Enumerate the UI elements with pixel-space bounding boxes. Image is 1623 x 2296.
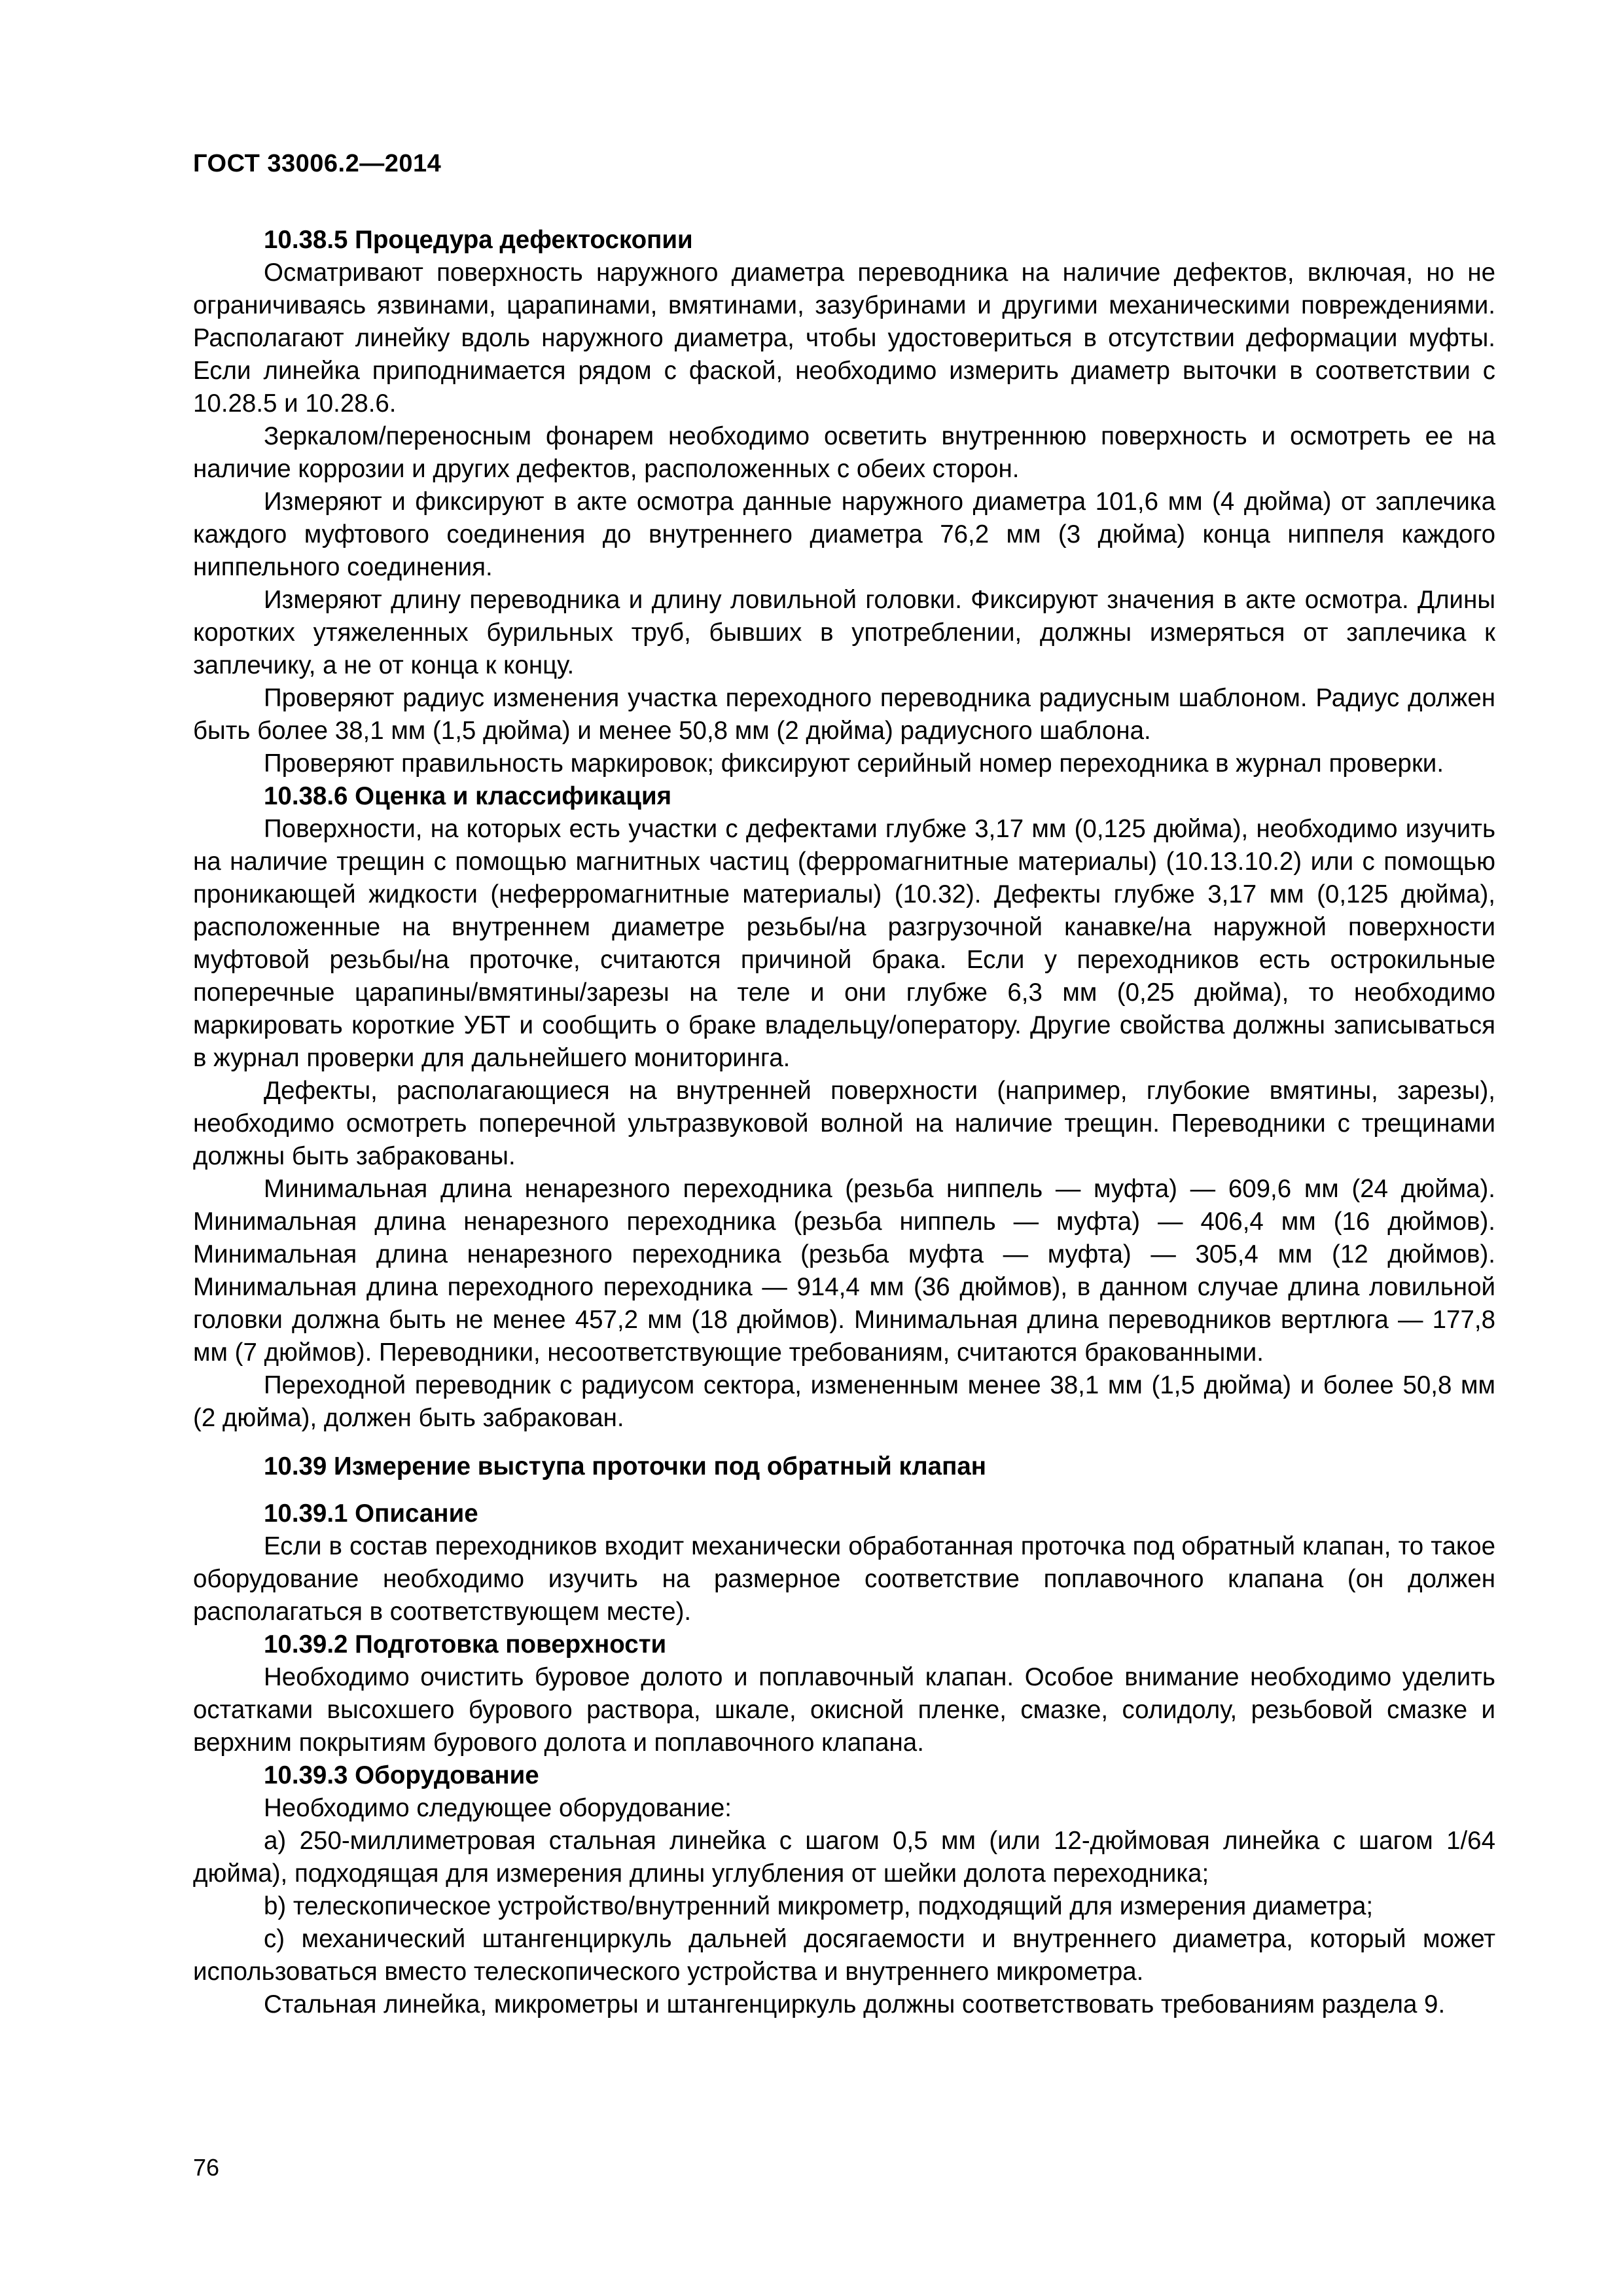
list-item: b) телескопическое устройство/внутренний микрометр, подходящий для измерения диаметра;	[264, 1892, 1374, 1920]
paragraph: Осматривают поверхность наружного диаметра переводника на наличие дефектов, включая, но не ограничиваясь язвинами, царапинами, вмятинами, зазубринами и другими механическими повреждениями. Располагают линейку вдоль наружного диаметра, чтобы удостовериться в отсутствии деформации муфты. Если линейка приподнимается рядом с фаской, необходимо измерить диаметр выточки в соответствии с 10.28.5 и 10.28.6.	[193, 259, 1495, 418]
paragraph: Измеряют и фиксируют в акте осмотра данные наружного диаметра 101,6 мм (4 дюйма) от заплечика каждого муфтового соединения до внутреннего диаметра 76,2 мм (3 дюйма) конца ниппеля каждого ниппельного соединения.	[193, 488, 1495, 581]
paragraph: Стальная линейка, микрометры и штангенциркуль должны соответствовать требованиям раздела 9.	[264, 1990, 1446, 2018]
paragraph: Минимальная длина ненарезного переходника (резьба ниппель — муфта) — 609,6 мм (24 дюйма). Минимальная длина ненарезного переходника (резьба ниппель — муфта) — 406,4 мм (16 дюймов). Минимальная длина ненарезного переходника (резьба муфта — муфта) — 305,4 мм (12 дюймов). Минимальная длина переходного переходника — 914,4 мм (36 дюймов), в данном случае длина ловильной головки должна быть не менее 457,2 мм (18 дюймов). Минимальная длина переводников вертлюга — 177,8 мм (7 дюймов). Переводники, несоответствующие требованиям, считаются бракованными.	[193, 1175, 1495, 1367]
section-heading-10-39: 10.39 Измерение выступа проточки под обратный клапан	[264, 1452, 987, 1480]
paragraph: Измеряют длину переводника и длину ловильной головки. Фиксируют значения в акте осмотра. Длины коротких утяжеленных бурильных труб, бывших в употреблении, должны измеряться от заплечика к заплечику, а не от конца к концу.	[193, 586, 1495, 679]
page-number: 76	[193, 2154, 220, 2181]
section-heading-10-38-5: 10.38.5 Процедура дефектоскопии	[264, 226, 693, 254]
paragraph: Проверяют радиус изменения участка переходного переводника радиусным шаблоном. Радиус должен быть более 38,1 мм (1,5 дюйма) и менее 50,8 мм (2 дюйма) радиусного шаблона.	[193, 684, 1495, 745]
section-heading-10-39-3: 10.39.3 Оборудование	[264, 1761, 539, 1789]
paragraph: Если в состав переходников входит механически обработанная проточка под обратный клапан, то такое оборудование необходимо изучить на размерное соответствие поплавочного клапана (он должен располагаться в соответствующем месте).	[193, 1532, 1495, 1626]
section-heading-10-38-6: 10.38.6 Оценка и классификация	[264, 782, 672, 810]
paragraph: Зеркалом/переносным фонарем необходимо осветить внутреннюю поверхность и осмотреть ее на наличие коррозии и других дефектов, расположенных с обеих сторон.	[193, 422, 1495, 483]
section-heading-10-39-2: 10.39.2 Подготовка поверхности	[264, 1630, 667, 1659]
paragraph: Поверхности, на которых есть участки с дефектами глубже 3,17 мм (0,125 дюйма), необходимо изучить на наличие трещин с помощью магнитных частиц (ферромагнитные материалы) (10.13.10.2) или с помощью проникающей жидкости (неферромагнитные материалы) (10.32). Дефекты глубже 3,17 мм (0,125 дюйма), расположенные на внутреннем диаметре резьбы/на разгрузочной канавке/на наружной поверхности муфтовой резьбы/на проточке, считаются причиной брака. Если у переходников есть острокильные поперечные царапины/вмятины/зарезы на теле и они глубже 6,3 мм (0,25 дюйма), то необходимо маркировать короткие УБТ и сообщить о браке владельцу/оператору. Другие свойства должны записываться в журнал проверки для дальнейшего мониторинга.	[193, 815, 1495, 1072]
list-item: a) 250-миллиметровая стальная линейка с шагом 0,5 мм (или 12-дюймовая линейка с шагом 1/64 дюйма), подходящая для измерения длины углубления от шейки долота переходника;	[193, 1827, 1495, 1888]
document-body	[193, 224, 1495, 2021]
paragraph: Необходимо очистить буровое долото и поплавочный клапан. Особое внимание необходимо уделить остатками высохшего бурового раствора, шкале, окисной пленке, смазке, солидолу, резьбовой смазке и верхним покрытиям бурового долота и поплавочного клапана.	[193, 1663, 1495, 1757]
paragraph: Проверяют правильность маркировок; фиксируют серийный номер переходника в журнал проверки.	[264, 749, 1444, 778]
standard-designation: ГОСТ 33006.2—2014	[193, 150, 442, 177]
paragraph: Переходной переводник с радиусом сектора, измененным менее 38,1 мм (1,5 дюйма) и более 50,8 мм (2 дюйма), должен быть забракован.	[193, 1371, 1495, 1432]
document-page	[193, 0, 1495, 2296]
section-heading-10-39-1: 10.39.1 Описание	[264, 1499, 478, 1528]
paragraph: Дефекты, располагающиеся на внутренней поверхности (например, глубокие вмятины, зарезы), необходимо осмотреть поперечной ультразвуковой волной на наличие трещин. Переводники с трещинами должны быть забракованы.	[193, 1077, 1495, 1170]
list-item: c) механический штангенциркуль дальней досягаемости и внутреннего диаметра, который может использоваться вместо телескопического устройства и внутреннего микрометра.	[193, 1925, 1495, 1986]
paragraph: Необходимо следующее оборудование:	[264, 1794, 732, 1822]
